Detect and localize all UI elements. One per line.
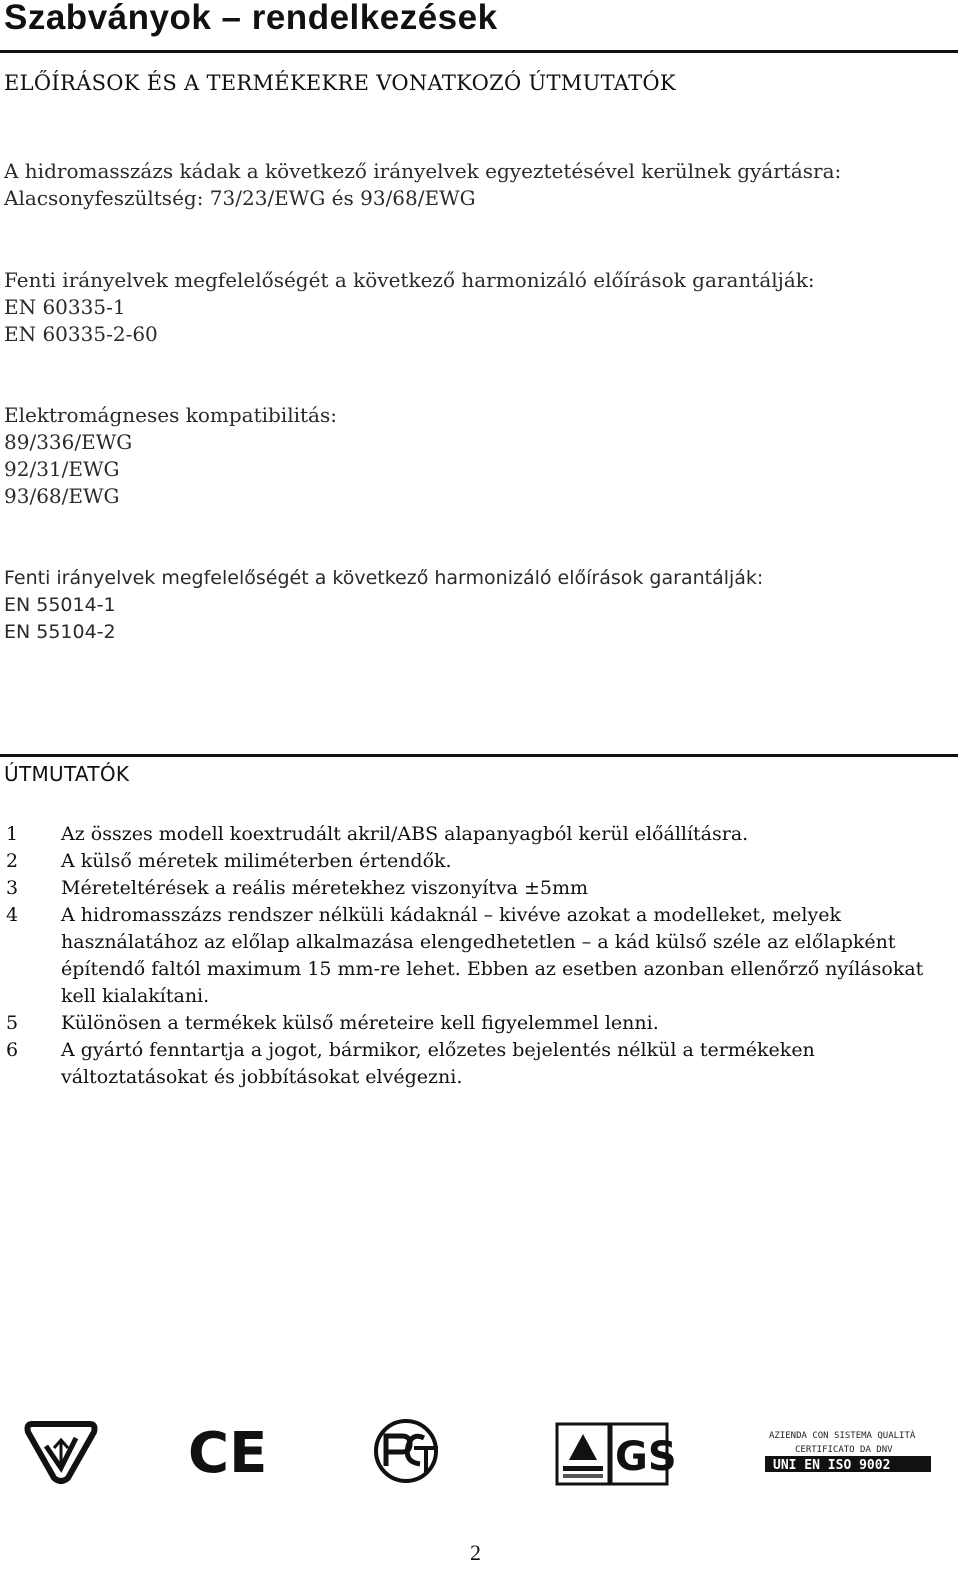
list-item [6,1010,956,1037]
text-line: A hidromasszázs kádak a következő irányelvek egyeztetésével kerülnek gyártásra: [4,159,842,183]
list-item-number: 5 [6,1012,19,1034]
paragraph-harmonized-standards-2 [4,565,763,646]
section-heading-guidelines: ÚTMUTATÓK [4,762,130,786]
paragraph-emc [4,402,337,510]
gost-pct-icon [368,1418,444,1484]
text-line: Alacsonyfeszültség: 73/23/EWG és 93/68/EWG [4,186,476,210]
list-item-number: 3 [6,877,19,899]
list-item-number: 1 [6,823,19,845]
text-line: Elektromágneses kompatibilitás: [4,403,337,427]
list-item-text: Az összes modell koextrudált akril/ABS alapanyagból kerül előállításra. [61,823,749,845]
list-item-number: 6 [6,1039,19,1061]
text-line: Fenti irányelvek megfelelőségét a következő harmonizáló előírások garantálják: [4,567,764,589]
list-item [6,875,956,902]
cert-line: UNI EN ISO 9002 [773,1458,891,1473]
text-line: 89/336/EWG [4,430,133,454]
cert-line: AZIENDA CON SISTEMA QUALITÀ [769,1431,916,1441]
ce-mark-icon [188,1421,268,1486]
paragraph-harmonized-standards-1 [4,267,815,348]
iso-9002-certificate-icon [765,1426,935,1478]
top-rule [0,50,958,53]
guidelines-list [6,821,956,1091]
text-line: EN 60335-2-60 [4,322,158,346]
list-item-text: Különösen a termékek külső méreteire kell figyelemmel lenni. [61,1012,659,1034]
paragraph-directives [4,158,841,212]
list-item [6,1037,956,1091]
cert-line: CERTIFICATO DA DNV [795,1445,893,1455]
list-item-number: 2 [6,850,19,872]
text-line: EN 60335-1 [4,295,126,319]
text-line: Fenti irányelvek megfelelőségét a következő harmonizáló előírások garantálják: [4,268,815,292]
text-line: EN 55104-2 [4,621,116,643]
list-item [6,821,956,848]
list-item-text: Méreteltérések a reális méretekhez viszonyítva ±5mm [61,877,589,899]
list-item-text: A hidromasszázs rendszer nélküli kádaknál – kivéve azokat a modelleket, melyek használatához az előlap alkalmazása elengedhetetlen – a kád külső széle az előlapként építendő faltól maximum 15 mm-re lehet. Ebben az esetben azonban ellenőrző nyílásokat kell kialakítani. [61,904,924,1007]
list-item-text: A külső méretek miliméterben értendők. [61,850,452,872]
certification-logos [0,1410,960,1490]
tuv-gs-icon [555,1420,677,1488]
text-line: 92/31/EWG [4,457,120,481]
section-rule [0,754,958,757]
list-item [6,848,956,875]
ukrsepro-certification-icon [22,1418,100,1484]
list-item [6,902,956,1010]
page-number: 2 [470,1540,481,1565]
section-heading-regulations: ELŐÍRÁSOK ÉS A TERMÉKEKRE VONATKOZÓ ÚTMUTATÓK [4,71,676,95]
list-item-text: A gyártó fenntartja a jogot, bármikor, előzetes bejelentés nélkül a termékeken változtatásokat és jobbításokat elvégezni. [61,1039,815,1088]
ce-mark-text: CE [188,1421,268,1486]
list-item-number: 4 [6,904,19,926]
gs-mark-text: GS [615,1434,677,1480]
text-line: 93/68/EWG [4,484,120,508]
text-line: EN 55014-1 [4,594,116,616]
page-title: Szabványok – rendelkezések [4,0,498,37]
